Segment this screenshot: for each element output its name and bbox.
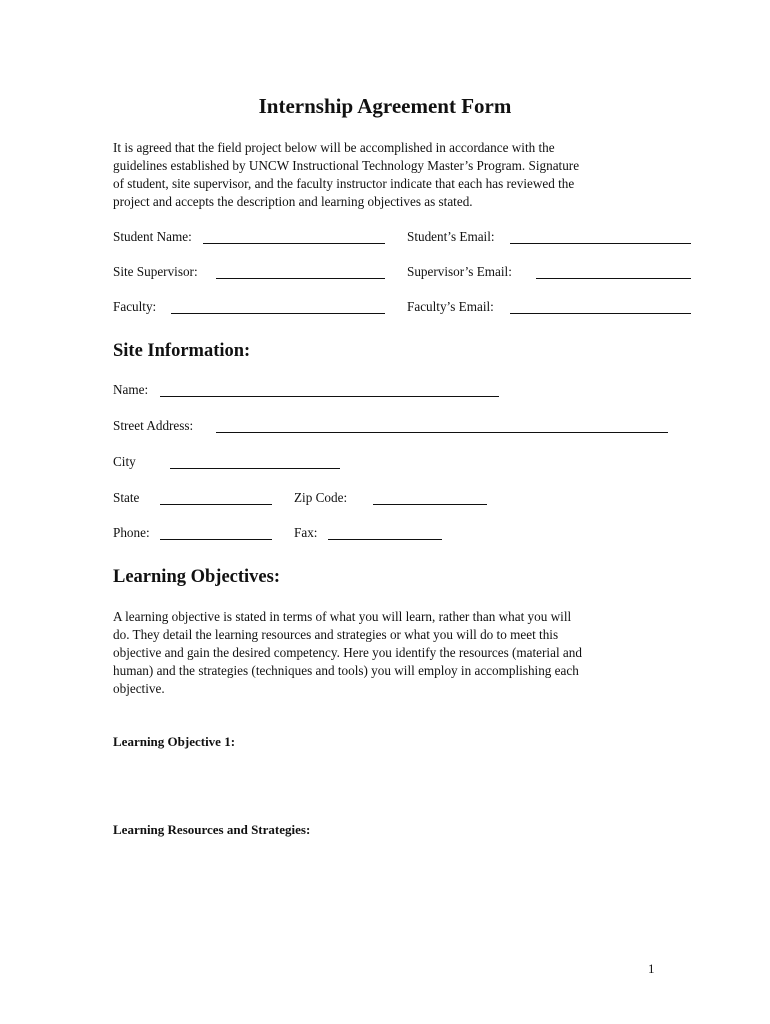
zip-code-field[interactable] bbox=[373, 504, 487, 505]
student-name-label: Student Name: bbox=[113, 229, 192, 244]
faculty-label: Faculty: bbox=[113, 299, 157, 314]
site-name-field[interactable] bbox=[160, 396, 499, 397]
intro-paragraph bbox=[113, 139, 658, 211]
intro-line: project and accepts the description and learning objectives as stated. bbox=[113, 194, 473, 209]
zip-code-label: Zip Code: bbox=[294, 490, 348, 505]
student-name-field[interactable] bbox=[203, 243, 385, 244]
intro-line: guidelines established by UNCW Instructional Technology Master’s Program. Signature bbox=[113, 158, 580, 173]
description-line: objective. bbox=[113, 681, 165, 696]
learning-resources-label: Learning Resources and Strategies: bbox=[113, 822, 311, 837]
learning-objectives-description bbox=[113, 608, 658, 698]
faculty-email-label: Faculty’s Email: bbox=[407, 299, 494, 314]
description-line: human) and the strategies (techniques and tools) you will employ in accomplishing each bbox=[113, 663, 579, 678]
description-line: A learning objective is stated in terms of what you will learn, rather than what you will bbox=[113, 609, 572, 624]
supervisor-email-label: Supervisor’s Email: bbox=[407, 264, 512, 279]
learning-objectives-heading: Learning Objectives: bbox=[113, 567, 280, 587]
city-field[interactable] bbox=[170, 468, 340, 469]
learning-objective-1-label: Learning Objective 1: bbox=[113, 734, 236, 749]
street-address-field[interactable] bbox=[216, 432, 668, 433]
city-label: City bbox=[113, 454, 136, 469]
faculty-field[interactable] bbox=[171, 313, 385, 314]
site-supervisor-label: Site Supervisor: bbox=[113, 264, 198, 279]
fax-label: Fax: bbox=[294, 525, 318, 540]
state-label: State bbox=[113, 490, 140, 505]
site-supervisor-field[interactable] bbox=[216, 278, 385, 279]
site-information-heading: Site Information: bbox=[113, 341, 251, 361]
faculty-email-field[interactable] bbox=[510, 313, 691, 314]
form-title: Internship Agreement Form bbox=[258, 94, 512, 118]
street-address-label: Street Address: bbox=[113, 418, 194, 433]
page-number: 1 bbox=[648, 961, 655, 976]
intro-line: It is agreed that the field project below will be accomplished in accordance with the bbox=[113, 140, 555, 155]
site-name-label: Name: bbox=[113, 382, 149, 397]
student-email-field[interactable] bbox=[510, 243, 691, 244]
intro-line: of student, site supervisor, and the faculty instructor indicate that each has reviewed the bbox=[113, 176, 575, 191]
description-line: objective and gain the desired competency. Here you identify the resources (material and bbox=[113, 645, 582, 660]
phone-label: Phone: bbox=[113, 525, 150, 540]
state-field[interactable] bbox=[160, 504, 272, 505]
fax-field[interactable] bbox=[328, 539, 442, 540]
description-line: do. They detail the learning resources and strategies or what you will do to meet this bbox=[113, 627, 559, 642]
supervisor-email-field[interactable] bbox=[536, 278, 691, 279]
phone-field[interactable] bbox=[160, 539, 272, 540]
student-email-label: Student’s Email: bbox=[407, 229, 495, 244]
